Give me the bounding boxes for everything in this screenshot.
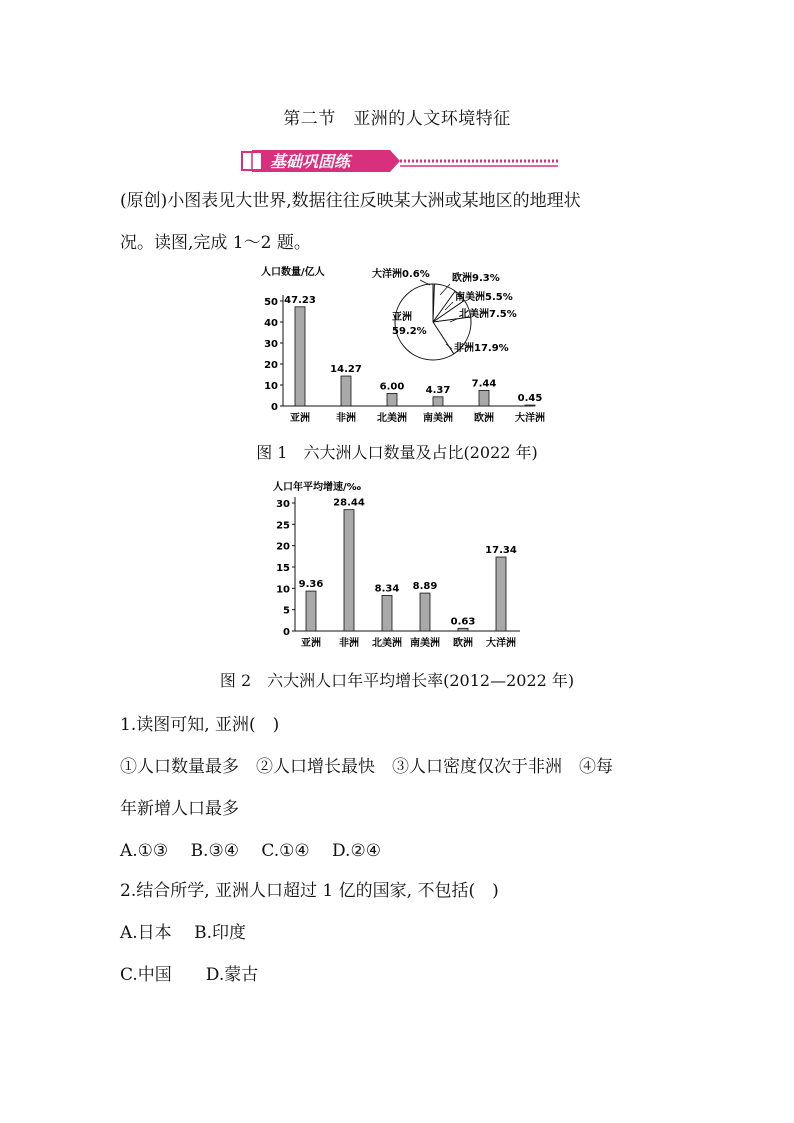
bar bbox=[496, 557, 506, 631]
pie-slice-label: 北美洲7.5% bbox=[459, 309, 517, 320]
x-tick-label: 亚洲 bbox=[301, 638, 321, 649]
bar bbox=[420, 593, 430, 631]
banner-label: 基础巩固练 bbox=[270, 152, 351, 171]
population-pie-chart bbox=[372, 267, 517, 360]
x-tick-label: 欧洲 bbox=[453, 638, 473, 649]
x-tick-label: 大洋洲 bbox=[515, 413, 545, 424]
growth-rate-bar-chart bbox=[273, 480, 520, 649]
figure-2 bbox=[270, 478, 530, 650]
question-1-options-line-1: ①人口数量最多 ②人口增长最快 ③人口密度仅次于非洲 ④每 bbox=[120, 757, 613, 777]
y-axis-label: 人口年平均增速/‰ bbox=[273, 482, 362, 493]
bar-value-label: 0.45 bbox=[517, 393, 543, 405]
x-tick-label: 非洲 bbox=[336, 413, 356, 424]
y-axis-label: 人口数量/亿人 bbox=[261, 267, 325, 278]
y-tick-label: 0 bbox=[283, 627, 290, 638]
bar-value-label: 6.00 bbox=[379, 381, 405, 393]
bar-value-label: 4.37 bbox=[425, 384, 451, 396]
pie-slice-percent: 59.2% bbox=[392, 326, 427, 337]
bar bbox=[306, 591, 316, 631]
x-tick-label: 亚洲 bbox=[290, 413, 310, 424]
x-tick-label: 北美洲 bbox=[372, 638, 402, 649]
x-tick-label: 大洋洲 bbox=[486, 638, 516, 649]
x-tick-label: 南美洲 bbox=[423, 413, 453, 424]
y-tick-label: 40 bbox=[264, 318, 278, 329]
pie-slice-label: 亚洲 bbox=[392, 312, 412, 323]
bar bbox=[295, 307, 305, 406]
bar-value-label: 14.27 bbox=[330, 364, 362, 376]
pie-slice-label: 欧洲9.3% bbox=[452, 273, 500, 284]
y-tick-label: 10 bbox=[276, 584, 290, 596]
bar-value-label: 28.44 bbox=[333, 497, 365, 509]
bar bbox=[344, 510, 354, 631]
bar-value-label: 7.44 bbox=[471, 378, 497, 390]
figure-1-caption: 图 1 六大洲人口数量及占比(2022 年) bbox=[256, 443, 538, 462]
y-tick-label: 0 bbox=[271, 402, 278, 413]
bar bbox=[458, 628, 468, 631]
y-tick-label: 5 bbox=[283, 605, 290, 617]
bar-value-label: 9.36 bbox=[298, 579, 324, 591]
figure-2-caption: 图 2 六大洲人口年平均增长率(2012—2022 年) bbox=[219, 671, 575, 690]
bar bbox=[341, 376, 351, 406]
pie-slice-label: 非洲17.9% bbox=[454, 343, 509, 354]
pie-slice-label: 南美洲5.5% bbox=[455, 292, 513, 303]
question-1-choices: A.①③ B.③④ C.①④ D.②④ bbox=[120, 841, 381, 861]
pie-slice-label: 大洋洲0.6% bbox=[372, 269, 430, 280]
bar-value-label: 47.23 bbox=[284, 294, 316, 306]
bar bbox=[382, 595, 392, 631]
question-1-stem: 1.读图可知, 亚洲( ) bbox=[120, 715, 280, 735]
bar bbox=[433, 397, 443, 406]
y-tick-label: 10 bbox=[264, 381, 278, 392]
x-tick-label: 北美洲 bbox=[377, 413, 407, 424]
bar-value-label: 17.34 bbox=[485, 545, 517, 557]
question-1-options-line-2: 年新增人口最多 bbox=[120, 799, 239, 819]
x-tick-label: 欧洲 bbox=[474, 413, 494, 424]
y-tick-label: 20 bbox=[276, 541, 290, 553]
bar-value-label: 0.63 bbox=[450, 616, 476, 628]
bar bbox=[525, 405, 535, 406]
pie-leader-line bbox=[420, 280, 430, 285]
y-tick-label: 30 bbox=[276, 499, 290, 510]
y-tick-label: 15 bbox=[276, 563, 290, 574]
intro-line-2: 况。读图,完成 1～2 题。 bbox=[120, 233, 311, 253]
y-tick-label: 20 bbox=[264, 360, 278, 371]
x-tick-label: 南美洲 bbox=[410, 638, 440, 649]
question-2-choices-line-1: A.日本 B.印度 bbox=[120, 923, 246, 943]
bar-value-label: 8.89 bbox=[412, 581, 438, 593]
question-2-stem: 2.结合所学, 亚洲人口超过 1 亿的国家, 不包括( ) bbox=[120, 881, 499, 901]
question-2-choices-line-2: C.中国 D.蒙古 bbox=[120, 965, 259, 985]
section-banner bbox=[240, 147, 560, 175]
bar-value-label: 8.34 bbox=[374, 583, 400, 595]
bar bbox=[479, 390, 489, 406]
figure-1 bbox=[250, 262, 550, 430]
section-title: 第二节 亚洲的人文环境特征 bbox=[283, 109, 511, 129]
y-tick-label: 50 bbox=[264, 297, 278, 308]
y-tick-label: 25 bbox=[276, 520, 290, 532]
y-tick-label: 30 bbox=[264, 339, 278, 350]
intro-line-1: (原创)小图表见大世界,数据往往反映某大洲或某地区的地理状 bbox=[120, 191, 581, 211]
bar bbox=[387, 393, 397, 406]
x-tick-label: 非洲 bbox=[339, 638, 359, 649]
